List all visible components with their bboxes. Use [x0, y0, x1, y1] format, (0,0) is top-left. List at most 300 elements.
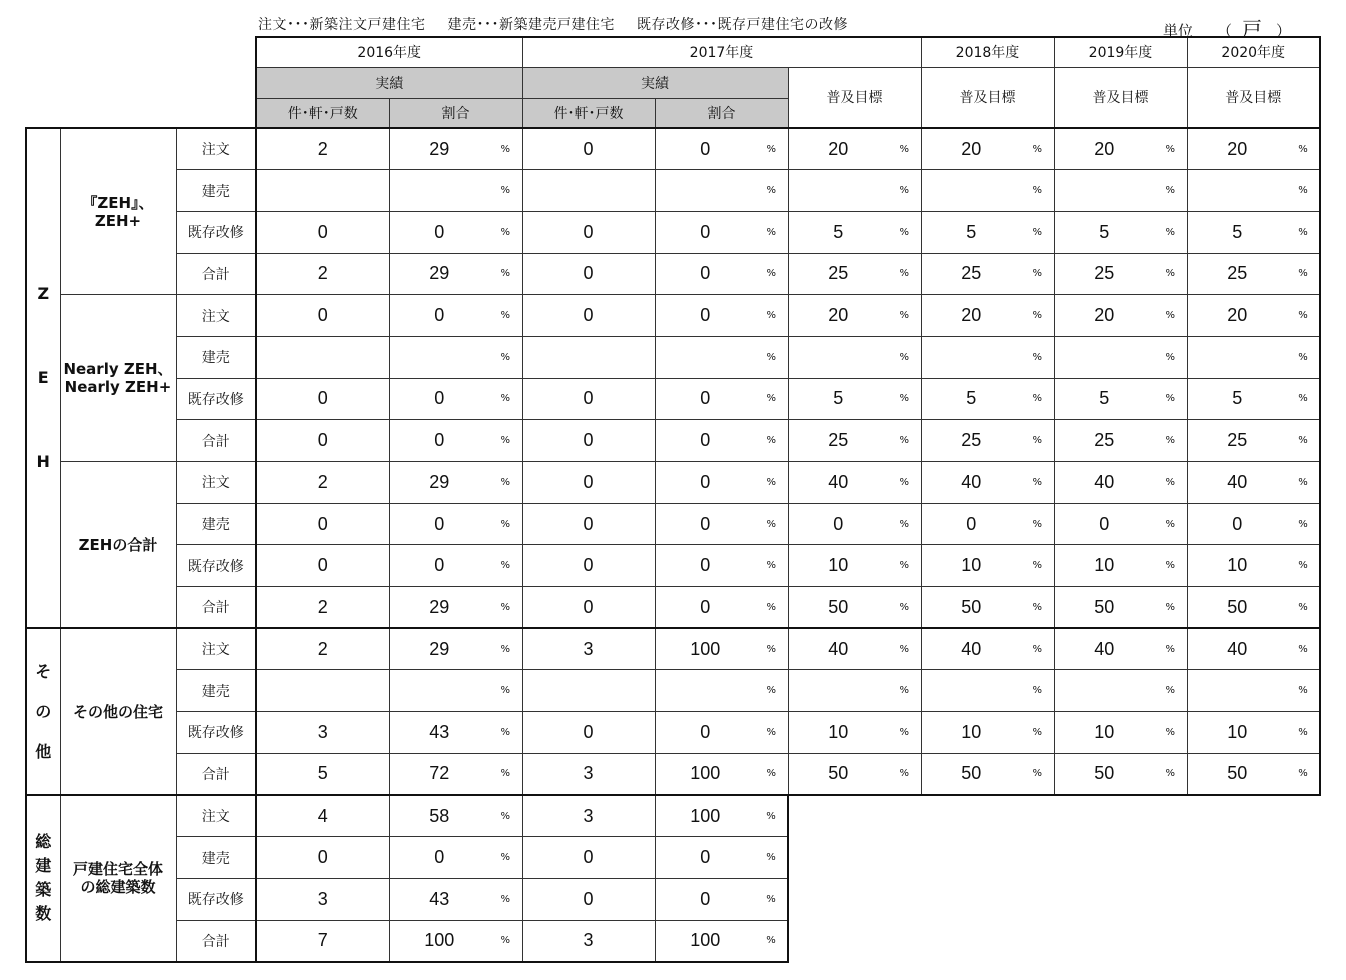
target-t18: 40 — [921, 462, 1021, 504]
count-2016: 0 — [256, 837, 389, 879]
target-t19: 50 — [1054, 753, 1154, 795]
row-label: 建売 — [176, 837, 256, 879]
percent-sign: % — [888, 462, 921, 504]
ratio-2017: 0 — [655, 545, 755, 587]
count-2017 — [522, 336, 655, 378]
ratio-2017: 0 — [655, 378, 755, 420]
group-letter: 他 — [35, 741, 52, 761]
percent-sign: % — [1021, 670, 1054, 712]
percent-sign: % — [1154, 503, 1187, 545]
target-t19 — [1054, 336, 1154, 378]
percent-sign: % — [1287, 378, 1320, 420]
percent-sign: % — [1021, 628, 1054, 670]
target-t20 — [1187, 336, 1287, 378]
table-row — [26, 211, 1320, 253]
ratio-2016: 29 — [389, 628, 489, 670]
group-letter: Z — [37, 284, 50, 304]
percent-sign: % — [1287, 503, 1320, 545]
target-t19: 20 — [1054, 128, 1154, 170]
unit-symbol: 戸 — [1242, 17, 1263, 41]
row-label: 既存改修 — [176, 712, 256, 754]
percent-sign: % — [1021, 420, 1054, 462]
percent-sign: % — [1154, 211, 1187, 253]
group-letter: の — [35, 701, 52, 721]
category-label-line: ZEH+ — [94, 211, 142, 230]
count-2017: 0 — [522, 253, 655, 295]
ratio-2016: 43 — [389, 878, 489, 920]
empty-area — [788, 878, 1320, 920]
group-letter: そ — [35, 661, 52, 681]
target-t17 — [788, 670, 888, 712]
ratio-2016 — [389, 670, 489, 712]
percent-sign: % — [1154, 587, 1187, 629]
target-t19 — [1054, 670, 1154, 712]
percent-sign: % — [888, 253, 921, 295]
target-t18: 40 — [921, 628, 1021, 670]
count-2017: 0 — [522, 128, 655, 170]
target-t19: 5 — [1054, 211, 1154, 253]
count-2016: 0 — [256, 211, 389, 253]
target-t17: 40 — [788, 628, 888, 670]
target-t19: 10 — [1054, 712, 1154, 754]
group-letter: 数 — [35, 904, 52, 924]
target-t18: 20 — [921, 128, 1021, 170]
target-t20: 5 — [1187, 378, 1287, 420]
count-2017: 0 — [522, 545, 655, 587]
percent-sign: % — [1154, 378, 1187, 420]
percent-sign: % — [489, 670, 522, 712]
category-label-line: の総建築数 — [80, 878, 156, 897]
percent-sign: % — [489, 170, 522, 212]
legend-item: 既存改修･･･既存戸建住宅の改修 — [637, 17, 848, 33]
target-t18 — [921, 670, 1021, 712]
category-label-line: ZEHの合計 — [78, 535, 158, 554]
ratio-2016: 29 — [389, 253, 489, 295]
percent-sign: % — [1154, 253, 1187, 295]
percent-sign: % — [755, 837, 788, 879]
target-t17: 20 — [788, 128, 888, 170]
target-2018-header: 普及目標 — [921, 67, 1054, 128]
percent-sign: % — [489, 295, 522, 337]
percent-sign: % — [1287, 462, 1320, 504]
target-t17: 20 — [788, 295, 888, 337]
percent-sign: % — [1021, 753, 1054, 795]
target-t17: 10 — [788, 712, 888, 754]
percent-sign: % — [489, 837, 522, 879]
target-t18: 10 — [921, 545, 1021, 587]
percent-sign: % — [888, 545, 921, 587]
row-label: 注文 — [176, 295, 256, 337]
target-t18 — [921, 170, 1021, 212]
group-letter: 築 — [35, 880, 52, 900]
table-row — [26, 545, 1320, 587]
percent-sign: % — [489, 795, 522, 837]
ratio-2016: 29 — [389, 128, 489, 170]
row-label: 既存改修 — [176, 878, 256, 920]
ratio-2017 — [655, 336, 755, 378]
percent-sign: % — [755, 128, 788, 170]
row-label: 合計 — [176, 253, 256, 295]
percent-sign: % — [1021, 378, 1054, 420]
category-label — [60, 128, 176, 295]
percent-sign: % — [1021, 336, 1054, 378]
count-2016: 3 — [256, 712, 389, 754]
percent-sign: % — [888, 420, 921, 462]
count-2016: 7 — [256, 920, 389, 962]
count-2016: 0 — [256, 295, 389, 337]
percent-sign: % — [888, 378, 921, 420]
percent-sign: % — [755, 378, 788, 420]
ratio-2017: 0 — [655, 503, 755, 545]
group-label-total — [26, 795, 60, 962]
target-2019-header: 普及目標 — [1054, 67, 1187, 128]
percent-sign: % — [1021, 128, 1054, 170]
table-row — [26, 295, 1320, 337]
ratio-2016: 58 — [389, 795, 489, 837]
ratio-2017: 100 — [655, 753, 755, 795]
row-label: 建売 — [176, 336, 256, 378]
percent-sign: % — [489, 753, 522, 795]
ratio-2016: 0 — [389, 295, 489, 337]
percent-sign: % — [489, 628, 522, 670]
group-letter: 総 — [35, 832, 52, 852]
table-row — [26, 878, 1320, 920]
target-t20: 20 — [1187, 128, 1287, 170]
target-t20 — [1187, 670, 1287, 712]
ratio-2017: 100 — [655, 795, 755, 837]
table-row — [26, 420, 1320, 462]
target-t18: 10 — [921, 712, 1021, 754]
target-t19: 20 — [1054, 295, 1154, 337]
target-t17 — [788, 170, 888, 212]
legend-item: 注文･･･新築注文戸建住宅 — [258, 17, 426, 33]
percent-sign: % — [1287, 295, 1320, 337]
row-label: 合計 — [176, 420, 256, 462]
percent-sign: % — [755, 170, 788, 212]
target-t17: 5 — [788, 211, 888, 253]
target-t20: 50 — [1187, 587, 1287, 629]
target-t17: 0 — [788, 503, 888, 545]
ratio-2016: 0 — [389, 378, 489, 420]
percent-sign: % — [489, 878, 522, 920]
target-t18: 25 — [921, 253, 1021, 295]
percent-sign: % — [1021, 712, 1054, 754]
category-label — [60, 628, 176, 795]
year-2019-header: 2019年度 — [1054, 37, 1187, 67]
percent-sign: % — [489, 128, 522, 170]
percent-sign: % — [1287, 170, 1320, 212]
row-label: 既存改修 — [176, 378, 256, 420]
percent-sign: % — [888, 712, 921, 754]
row-label: 合計 — [176, 587, 256, 629]
ratio-2016: 29 — [389, 462, 489, 504]
target-t18: 0 — [921, 503, 1021, 545]
count-2016: 2 — [256, 462, 389, 504]
percent-sign: % — [1021, 545, 1054, 587]
percent-sign: % — [888, 670, 921, 712]
percent-sign: % — [888, 211, 921, 253]
ratio-2016: 100 — [389, 920, 489, 962]
category-label-line: Nearly ZEH、 — [63, 360, 173, 379]
count-2017: 0 — [522, 462, 655, 504]
percent-sign: % — [489, 336, 522, 378]
category-label — [60, 462, 176, 629]
percent-sign: % — [755, 628, 788, 670]
row-label: 建売 — [176, 670, 256, 712]
table-row — [26, 795, 1320, 837]
percent-sign: % — [1021, 462, 1054, 504]
ratio-2017: 0 — [655, 837, 755, 879]
table-row — [26, 628, 1320, 670]
target-t18: 5 — [921, 378, 1021, 420]
percent-sign: % — [1021, 170, 1054, 212]
percent-sign: % — [1287, 712, 1320, 754]
percent-sign: % — [755, 920, 788, 962]
count-2016 — [256, 336, 389, 378]
percent-sign: % — [755, 545, 788, 587]
count-2017-header: 件･軒･戸数 — [522, 98, 655, 128]
ratio-2016 — [389, 170, 489, 212]
percent-sign: % — [888, 170, 921, 212]
target-t18 — [921, 336, 1021, 378]
ratio-2017: 0 — [655, 712, 755, 754]
table-row — [26, 253, 1320, 295]
count-2016: 5 — [256, 753, 389, 795]
row-label: 既存改修 — [176, 211, 256, 253]
percent-sign: % — [1154, 336, 1187, 378]
percent-sign: % — [755, 462, 788, 504]
percent-sign: % — [1287, 670, 1320, 712]
group-letter: E — [37, 368, 49, 388]
ratio-2016: 29 — [389, 587, 489, 629]
target-t20: 25 — [1187, 420, 1287, 462]
row-label: 合計 — [176, 920, 256, 962]
target-t19: 50 — [1054, 587, 1154, 629]
year-2017-header: 2017年度 — [522, 37, 921, 67]
count-2017: 0 — [522, 878, 655, 920]
percent-sign: % — [489, 587, 522, 629]
target-t17: 5 — [788, 378, 888, 420]
target-t19: 10 — [1054, 545, 1154, 587]
percent-sign: % — [1154, 545, 1187, 587]
results-2017-header: 実績 — [522, 67, 788, 98]
target-t19: 25 — [1054, 253, 1154, 295]
target-t19: 40 — [1054, 462, 1154, 504]
percent-sign: % — [755, 295, 788, 337]
ratio-2016: 43 — [389, 712, 489, 754]
count-2016: 2 — [256, 128, 389, 170]
ratio-2017: 0 — [655, 878, 755, 920]
percent-sign: % — [755, 670, 788, 712]
percent-sign: % — [489, 462, 522, 504]
ratio-2017: 100 — [655, 920, 755, 962]
percent-sign: % — [755, 878, 788, 920]
percent-sign: % — [489, 920, 522, 962]
category-label — [60, 795, 176, 962]
percent-sign: % — [1154, 170, 1187, 212]
count-2016: 3 — [256, 878, 389, 920]
ratio-2017: 0 — [655, 420, 755, 462]
count-2016: 2 — [256, 253, 389, 295]
count-2017: 0 — [522, 295, 655, 337]
row-label: 注文 — [176, 128, 256, 170]
empty-area — [788, 920, 1320, 962]
table-row — [26, 587, 1320, 629]
table-row — [26, 920, 1320, 962]
count-2017: 0 — [522, 211, 655, 253]
target-t20: 0 — [1187, 503, 1287, 545]
percent-sign: % — [1287, 253, 1320, 295]
ratio-2017: 0 — [655, 128, 755, 170]
percent-sign: % — [888, 753, 921, 795]
target-t18: 50 — [921, 753, 1021, 795]
count-2017: 0 — [522, 587, 655, 629]
percent-sign: % — [888, 128, 921, 170]
target-2020-header: 普及目標 — [1187, 67, 1320, 128]
ratio-2016 — [389, 336, 489, 378]
percent-sign: % — [755, 211, 788, 253]
ratio-2017-header: 割合 — [655, 98, 788, 128]
row-label: 建売 — [176, 503, 256, 545]
ratio-2016: 0 — [389, 503, 489, 545]
table-row — [26, 462, 1320, 504]
ratio-2016: 0 — [389, 545, 489, 587]
percent-sign: % — [1287, 420, 1320, 462]
year-2018-header: 2018年度 — [921, 37, 1054, 67]
category-label-line: Nearly ZEH+ — [64, 378, 172, 397]
target-t18: 5 — [921, 211, 1021, 253]
empty-area — [788, 837, 1320, 879]
count-2017: 0 — [522, 837, 655, 879]
target-t18: 20 — [921, 295, 1021, 337]
row-label: 注文 — [176, 462, 256, 504]
count-2016: 0 — [256, 503, 389, 545]
count-2017: 3 — [522, 795, 655, 837]
table-row — [26, 837, 1320, 879]
count-2017: 3 — [522, 628, 655, 670]
percent-sign: % — [1154, 420, 1187, 462]
group-label-zeh — [26, 128, 60, 628]
count-2016: 2 — [256, 628, 389, 670]
table-row — [26, 378, 1320, 420]
percent-sign: % — [888, 503, 921, 545]
percent-sign: % — [1287, 336, 1320, 378]
target-t19 — [1054, 170, 1154, 212]
legend-item: 建売･･･新築建売戸建住宅 — [447, 17, 615, 33]
target-t17: 40 — [788, 462, 888, 504]
percent-sign: % — [1021, 587, 1054, 629]
count-2017 — [522, 670, 655, 712]
table-row — [26, 753, 1320, 795]
percent-sign: % — [1154, 462, 1187, 504]
percent-sign: % — [755, 420, 788, 462]
ratio-2017: 0 — [655, 587, 755, 629]
target-t18: 25 — [921, 420, 1021, 462]
percent-sign: % — [1287, 128, 1320, 170]
percent-sign: % — [755, 712, 788, 754]
row-label: 既存改修 — [176, 545, 256, 587]
table-row — [26, 503, 1320, 545]
table-row — [26, 712, 1320, 754]
percent-sign: % — [888, 628, 921, 670]
count-2017: 3 — [522, 920, 655, 962]
percent-sign: % — [888, 587, 921, 629]
count-2016: 0 — [256, 545, 389, 587]
count-2017: 0 — [522, 503, 655, 545]
ratio-2016: 0 — [389, 211, 489, 253]
group-letter: H — [36, 452, 50, 472]
ratio-2017: 0 — [655, 462, 755, 504]
percent-sign: % — [755, 587, 788, 629]
target-t18: 50 — [921, 587, 1021, 629]
percent-sign: % — [1287, 587, 1320, 629]
percent-sign: % — [489, 503, 522, 545]
table-row — [26, 670, 1320, 712]
year-2020-header: 2020年度 — [1187, 37, 1320, 67]
percent-sign: % — [1154, 670, 1187, 712]
count-2016 — [256, 670, 389, 712]
target-t20 — [1187, 170, 1287, 212]
count-2016 — [256, 170, 389, 212]
percent-sign: % — [1154, 712, 1187, 754]
target-t19: 0 — [1054, 503, 1154, 545]
category-label-line: 『ZEH』、 — [82, 193, 154, 212]
unit-open-paren: （ — [1217, 22, 1233, 40]
row-label: 注文 — [176, 795, 256, 837]
target-t20: 10 — [1187, 712, 1287, 754]
table-row — [26, 128, 1320, 170]
percent-sign: % — [755, 503, 788, 545]
percent-sign: % — [1021, 295, 1054, 337]
count-2017: 0 — [522, 378, 655, 420]
unit-close-paren: ） — [1276, 22, 1292, 40]
percent-sign: % — [1287, 211, 1320, 253]
percent-sign: % — [489, 253, 522, 295]
percent-sign: % — [1287, 628, 1320, 670]
percent-sign: % — [489, 420, 522, 462]
percent-sign: % — [489, 712, 522, 754]
ratio-2017 — [655, 170, 755, 212]
target-t17: 25 — [788, 420, 888, 462]
category-label-line: 戸建住宅全体 — [72, 860, 163, 879]
legend-text — [258, 14, 870, 34]
row-label: 注文 — [176, 628, 256, 670]
percent-sign: % — [888, 336, 921, 378]
category-label — [60, 295, 176, 462]
target-t17: 50 — [788, 753, 888, 795]
target-t17: 10 — [788, 545, 888, 587]
table-row — [26, 336, 1320, 378]
percent-sign: % — [1021, 211, 1054, 253]
year-2016-header: 2016年度 — [256, 37, 522, 67]
empty-area — [788, 795, 1320, 837]
group-letter: 建 — [35, 856, 52, 876]
target-t20: 20 — [1187, 295, 1287, 337]
ratio-2017 — [655, 670, 755, 712]
percent-sign: % — [1287, 753, 1320, 795]
percent-sign: % — [1154, 128, 1187, 170]
count-2017: 0 — [522, 712, 655, 754]
results-2016-header: 実績 — [256, 67, 522, 98]
ratio-2016-header: 割合 — [389, 98, 522, 128]
target-t20: 50 — [1187, 753, 1287, 795]
target-t19: 5 — [1054, 378, 1154, 420]
percent-sign: % — [1154, 753, 1187, 795]
ratio-2017: 100 — [655, 628, 755, 670]
count-2016: 4 — [256, 795, 389, 837]
target-t20: 25 — [1187, 253, 1287, 295]
percent-sign: % — [888, 295, 921, 337]
